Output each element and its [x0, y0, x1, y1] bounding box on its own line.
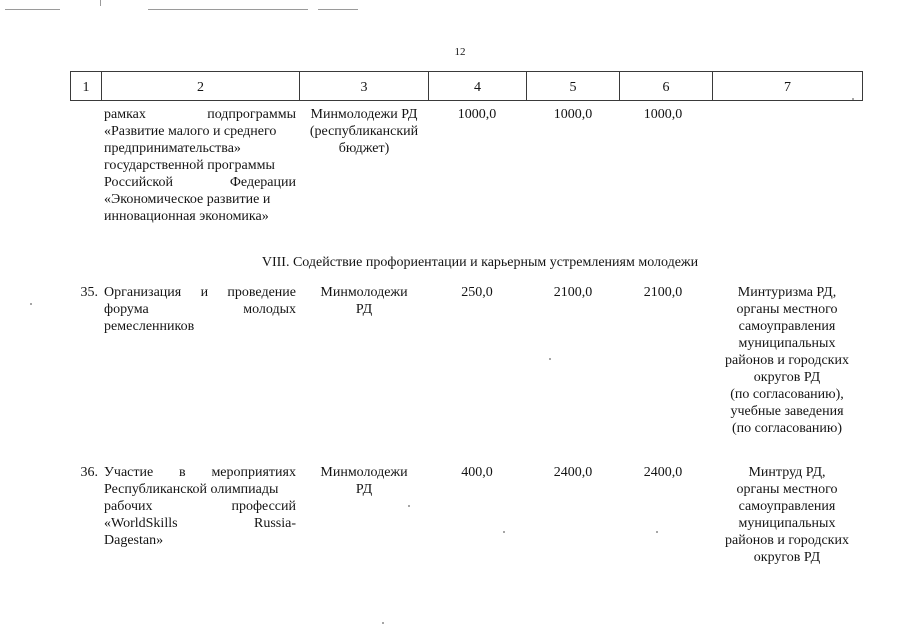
- description-line: Российской Федерации: [104, 175, 296, 190]
- continuation-description: [104, 106, 296, 225]
- row-value-5: 2400,0: [553, 465, 593, 480]
- row-value-6: 2400,0: [643, 465, 683, 480]
- description-line: рамках подпрограммы: [104, 107, 296, 122]
- row-partners: Минтуризма РД, органы местного самоуправления муниципальных районов и городских округов РД (по согласованию), учебные заведения (по согласованию): [725, 285, 849, 436]
- description-line: «Развитие малого и среднего: [104, 124, 277, 139]
- column-divider: [862, 71, 863, 101]
- description-line: ремесленников: [104, 319, 195, 334]
- page-number: 12: [454, 46, 466, 58]
- continuation-responsible: Минмолодежи РД (республиканский бюджет): [309, 107, 419, 156]
- row-description: [104, 284, 296, 335]
- scan-speck: [656, 531, 658, 533]
- description-line: форума молодых: [104, 302, 296, 317]
- header-top-rule: [70, 71, 863, 72]
- description-line: Организация и проведение: [104, 285, 296, 300]
- description-line: рабочих профессий: [104, 499, 296, 514]
- row-responsible: Минмолодежи РД: [320, 465, 408, 497]
- column-number: 5: [569, 80, 577, 95]
- description-line: «Экономическое развитие и: [104, 192, 271, 207]
- scan-speck: [408, 505, 410, 507]
- description-line: Республиканской олимпиады: [104, 482, 279, 497]
- scan-speck: [30, 303, 32, 305]
- scan-mark: [5, 9, 60, 10]
- column-number: 6: [662, 80, 670, 95]
- description-line: инновационная экономика»: [104, 209, 269, 224]
- row-value-4: 400,0: [461, 465, 493, 480]
- row-value-4: 250,0: [461, 285, 493, 300]
- continuation-value-5: 1000,0: [553, 107, 593, 122]
- scan-speck: [549, 358, 551, 360]
- column-number: 2: [197, 80, 204, 95]
- section-title: VIII. Содействие профориентации и карьерным устремлениям молодежи: [261, 255, 699, 270]
- continuation-value-6: 1000,0: [643, 107, 683, 122]
- scan-speck: [852, 98, 854, 100]
- column-number: 1: [82, 80, 90, 95]
- column-number: 3: [360, 80, 368, 95]
- scan-mark: [148, 9, 308, 10]
- description-line: Участие в мероприятиях: [104, 465, 296, 480]
- column-number: 7: [784, 80, 791, 95]
- column-number: 4: [474, 80, 481, 95]
- description-line: предпринимательства»: [104, 141, 241, 156]
- row-responsible: Минмолодежи РД: [320, 285, 408, 317]
- row-value-6: 2100,0: [643, 285, 683, 300]
- description-line: «WorldSkills Russia-: [104, 516, 296, 531]
- row-description: [104, 464, 296, 549]
- description-line: государственной программы: [104, 158, 275, 173]
- scan-mark: [318, 9, 358, 10]
- scan-speck: [503, 531, 505, 533]
- scan-mark: [100, 0, 101, 6]
- description-line: Dagestan»: [104, 533, 164, 548]
- header-bottom-rule: [70, 100, 863, 101]
- row-partners: Минтруд РД, органы местного самоуправления муниципальных районов и городских округов РД: [725, 465, 849, 565]
- row-number: 35.: [80, 285, 98, 300]
- continuation-value-4: 1000,0: [457, 107, 497, 122]
- scan-speck: [382, 622, 384, 624]
- row-number: 36.: [80, 465, 98, 480]
- row-value-5: 2100,0: [553, 285, 593, 300]
